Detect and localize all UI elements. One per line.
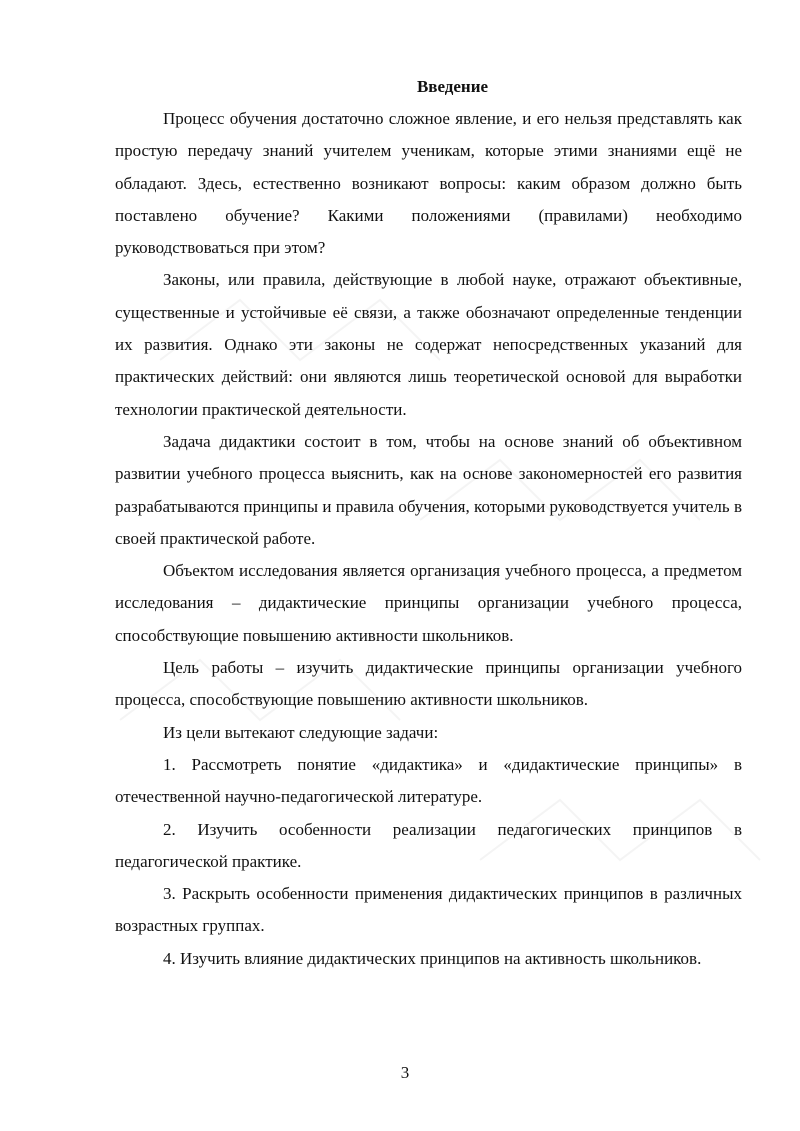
paragraph-didactics-task: Задача дидактики состоит в том, чтобы на основе знаний об объективном развитии учебного процесса выяснить, как на основе закономерностей его развития разрабатываются принципы и правила обучения, которыми руководствуется учитель в своей практической работе. [115, 431, 742, 548]
paragraph-laws: Законы, или правила, действующие в любой науке, отражают объективные, существенные и устойчивые её связи, а также обозначают определенные тенденции их развития. Однако эти законы не содержат непосредственных указаний для практических действий: они являются лишь теоретической основой для выработки технологии практической деятельности. [115, 270, 742, 419]
task-item-3: 3. Раскрыть особенности применения дидактических принципов в различных возрастных группах. [115, 884, 742, 936]
document-body [115, 73, 742, 975]
task-item-4: 4. Изучить влияние дидактических принципов на активность школьников. [163, 948, 702, 968]
paragraph-work-goal: Цель работы – изучить дидактические принципы организации учебного процесса, способствующие повышению активности школьников. [115, 658, 742, 710]
task-item-1: 1. Рассмотреть понятие «дидактика» и «дидактические принципы» в отечественной научно-педагогической литературе. [115, 754, 742, 807]
paragraph-intro: Процесс обучения достаточно сложное явление, и его нельзя представлять как простую передачу знаний учителем ученикам, которые этими знаниями ещё не обладают. Здесь, естественно возникают вопросы: каким образом должно быть поставлено обучение? Какими положениями (правилами) необходимо руководствоваться при этом? [115, 109, 742, 258]
section-title: Введение [416, 77, 489, 96]
paragraph-tasks-intro: Из цели вытекают следующие задачи: [163, 722, 439, 742]
page-number: 3 [400, 1063, 410, 1082]
task-item-2: 2. Изучить особенности реализации педагогических принципов в педагогической практике. [115, 819, 742, 871]
paragraph-research-object: Объектом исследования является организация учебного процесса, а предметом исследования – дидактические принципы организации учебного процесса, способствующие повышению активности школьников. [115, 561, 742, 645]
